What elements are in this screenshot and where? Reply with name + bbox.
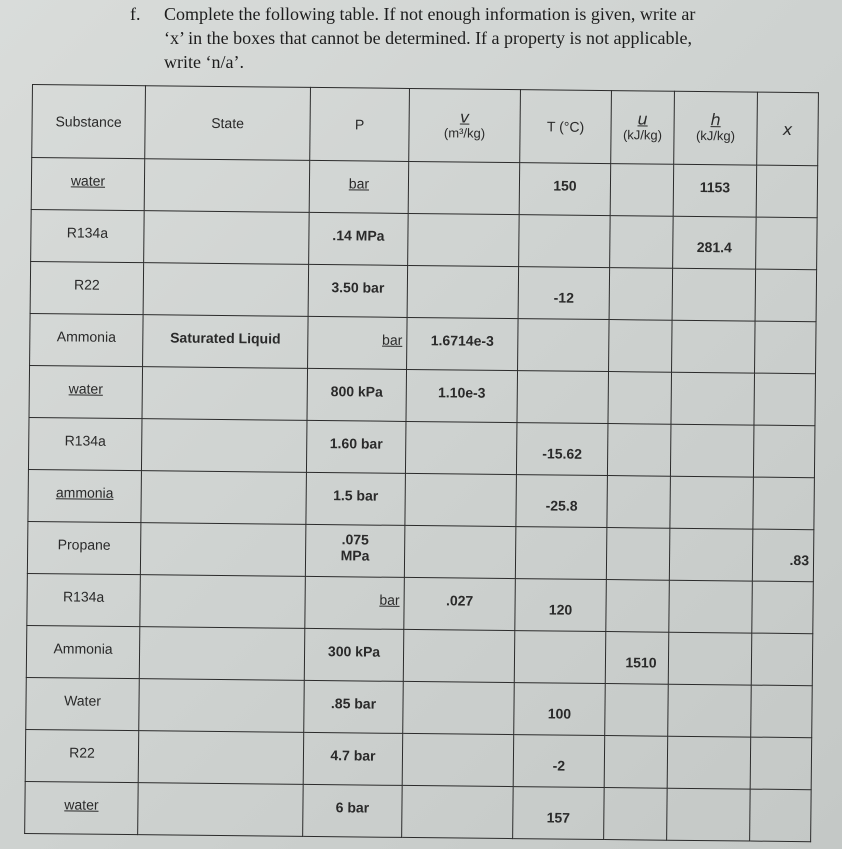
cell-quality bbox=[750, 789, 812, 842]
table-row bbox=[30, 313, 817, 373]
header-substance: Substance bbox=[32, 85, 146, 159]
table-row bbox=[27, 573, 814, 633]
cell-pressure: 3.50 bar bbox=[308, 264, 408, 317]
cell-pressure: bar bbox=[309, 160, 409, 213]
cell-enthalpy bbox=[668, 684, 752, 737]
cell-volume: 1.10e-3 bbox=[406, 369, 518, 422]
cell-substance: R134a bbox=[27, 573, 141, 626]
header-internal-energy bbox=[611, 91, 675, 165]
cell-quality bbox=[753, 477, 815, 530]
problem-instructions bbox=[130, 2, 842, 74]
header-energy-unit: (kJ/kg) bbox=[622, 127, 663, 143]
cell-internal-energy bbox=[604, 736, 668, 789]
table-header-row bbox=[32, 85, 819, 166]
cell-quality bbox=[755, 269, 817, 322]
instruction-line-1 bbox=[130, 2, 842, 26]
instruction-line-2: ‘x’ in the boxes that cannot be determined. If a property is not applicable, bbox=[164, 28, 692, 48]
table-row bbox=[25, 781, 812, 841]
cell-temperature bbox=[518, 319, 610, 372]
cell-temperature bbox=[514, 631, 606, 684]
cell-substance: R134a bbox=[31, 209, 145, 262]
cell-quality bbox=[750, 737, 812, 790]
cell-quality bbox=[755, 321, 817, 374]
cell-internal-energy bbox=[607, 476, 671, 529]
cell-quality bbox=[753, 425, 815, 478]
cell-temperature: 150 bbox=[519, 163, 611, 216]
cell-volume bbox=[402, 785, 514, 838]
cell-substance: water bbox=[29, 365, 143, 418]
cell-quality bbox=[751, 633, 813, 686]
cell-pressure: 6 bar bbox=[303, 784, 403, 837]
cell-internal-energy bbox=[610, 216, 674, 269]
cell-state bbox=[142, 367, 308, 421]
cell-internal-energy bbox=[609, 320, 673, 373]
cell-substance: R22 bbox=[25, 729, 139, 782]
cell-quality bbox=[752, 581, 814, 634]
cell-state bbox=[140, 575, 306, 629]
cell-temperature: 157 bbox=[513, 787, 605, 840]
cell-enthalpy bbox=[667, 736, 751, 789]
cell-substance: R134a bbox=[28, 417, 142, 470]
cell-substance: ammonia bbox=[28, 469, 142, 522]
cell-internal-energy bbox=[606, 528, 670, 581]
table-row bbox=[28, 417, 815, 477]
cell-volume bbox=[407, 265, 519, 318]
cell-temperature bbox=[519, 215, 611, 268]
cell-state bbox=[138, 731, 304, 785]
cell-enthalpy bbox=[668, 632, 752, 685]
cell-pressure: 300 kPa bbox=[304, 628, 404, 681]
cell-state bbox=[139, 627, 305, 681]
cell-pressure: bar bbox=[305, 576, 405, 629]
cell-volume bbox=[405, 421, 517, 474]
cell-volume bbox=[408, 161, 520, 214]
cell-internal-energy bbox=[608, 372, 672, 425]
cell-substance: R22 bbox=[30, 261, 144, 314]
cell-quality: .83 bbox=[752, 529, 814, 582]
cell-pressure: .85 bar bbox=[304, 680, 404, 733]
instruction-text-1: Complete the following table. If not enough information is given, write ar bbox=[164, 4, 696, 24]
cell-internal-energy bbox=[604, 788, 668, 841]
cell-volume bbox=[402, 733, 514, 786]
header-quality: x bbox=[757, 92, 819, 166]
cell-state bbox=[141, 471, 307, 525]
cell-quality bbox=[756, 165, 818, 218]
cell-enthalpy: 281.4 bbox=[673, 216, 757, 269]
header-volume-unit: (m³/kg) bbox=[443, 125, 486, 141]
property-table bbox=[24, 84, 819, 842]
cell-temperature: 120 bbox=[515, 579, 607, 632]
cell-state bbox=[144, 211, 310, 265]
header-state: State bbox=[145, 86, 311, 161]
cell-internal-energy: 1510 bbox=[605, 632, 669, 685]
cell-quality bbox=[754, 373, 816, 426]
cell-pressure: bar bbox=[308, 316, 408, 369]
table-row bbox=[25, 729, 812, 789]
cell-pressure: 4.7 bar bbox=[303, 732, 403, 785]
cell-internal-energy bbox=[607, 424, 671, 477]
header-volume bbox=[409, 88, 521, 162]
table-row bbox=[26, 677, 813, 737]
cell-internal-energy bbox=[606, 580, 670, 633]
cell-enthalpy: 1153 bbox=[673, 164, 757, 217]
cell-pressure: 1.60 bar bbox=[306, 420, 406, 473]
header-enthalpy-symbol: h bbox=[710, 110, 721, 130]
cell-internal-energy bbox=[609, 268, 673, 321]
instruction-line-3: write ‘n/a’. bbox=[164, 52, 244, 72]
cell-substance: Ammonia bbox=[30, 313, 144, 366]
cell-pressure: 1.5 bar bbox=[306, 472, 406, 525]
cell-volume: .027 bbox=[404, 577, 516, 630]
cell-state bbox=[139, 679, 305, 733]
cell-temperature: -12 bbox=[518, 267, 610, 320]
cell-state bbox=[140, 523, 306, 577]
cell-pressure: 800 kPa bbox=[307, 368, 407, 421]
cell-substance: water bbox=[31, 158, 145, 211]
cell-temperature: -2 bbox=[513, 735, 605, 788]
table-row bbox=[30, 261, 817, 321]
header-volume-symbol: v bbox=[459, 107, 470, 127]
cell-state bbox=[141, 419, 307, 473]
cell-quality bbox=[756, 217, 818, 270]
cell-volume bbox=[404, 525, 516, 578]
cell-state bbox=[138, 783, 304, 837]
cell-state bbox=[143, 263, 309, 317]
header-pressure: P bbox=[310, 87, 410, 161]
header-enthalpy bbox=[674, 91, 758, 165]
cell-state bbox=[144, 159, 310, 213]
cell-pressure: .14 MPa bbox=[309, 212, 409, 265]
table-row bbox=[29, 365, 816, 425]
table-row bbox=[31, 158, 818, 218]
cell-enthalpy bbox=[670, 424, 754, 477]
cell-state: Saturated Liquid bbox=[143, 315, 309, 369]
header-temperature: T (°C) bbox=[520, 90, 612, 164]
cell-substance: Water bbox=[26, 677, 140, 730]
cell-volume bbox=[405, 473, 517, 526]
table-row bbox=[31, 209, 818, 269]
cell-volume bbox=[408, 213, 520, 266]
cell-quality bbox=[751, 685, 813, 738]
table-row bbox=[26, 625, 813, 685]
cell-substance: Ammonia bbox=[26, 625, 140, 678]
cell-temperature bbox=[515, 527, 607, 580]
cell-volume: 1.6714e-3 bbox=[407, 317, 519, 370]
cell-temperature bbox=[517, 371, 609, 424]
header-energy-symbol: u bbox=[637, 109, 648, 129]
cell-temperature: -15.62 bbox=[516, 423, 608, 476]
table-row bbox=[28, 469, 815, 529]
cell-substance: Propane bbox=[27, 521, 141, 574]
cell-internal-energy bbox=[610, 164, 674, 217]
header-enthalpy-unit: (kJ/kg) bbox=[695, 127, 736, 144]
cell-enthalpy bbox=[670, 476, 754, 529]
cell-temperature: -25.8 bbox=[516, 475, 608, 528]
cell-volume bbox=[403, 681, 515, 734]
cell-enthalpy bbox=[671, 372, 755, 425]
cell-enthalpy bbox=[669, 528, 753, 581]
table-row bbox=[27, 521, 814, 581]
cell-enthalpy bbox=[672, 320, 756, 373]
cell-temperature: 100 bbox=[514, 683, 606, 736]
cell-enthalpy bbox=[672, 268, 756, 321]
cell-volume bbox=[403, 629, 515, 682]
problem-number: f. bbox=[130, 4, 141, 24]
cell-enthalpy bbox=[669, 580, 753, 633]
cell-enthalpy bbox=[667, 788, 751, 841]
cell-pressure: .075 MPa bbox=[305, 524, 405, 577]
cell-internal-energy bbox=[605, 684, 669, 737]
cell-substance: water bbox=[25, 781, 139, 834]
